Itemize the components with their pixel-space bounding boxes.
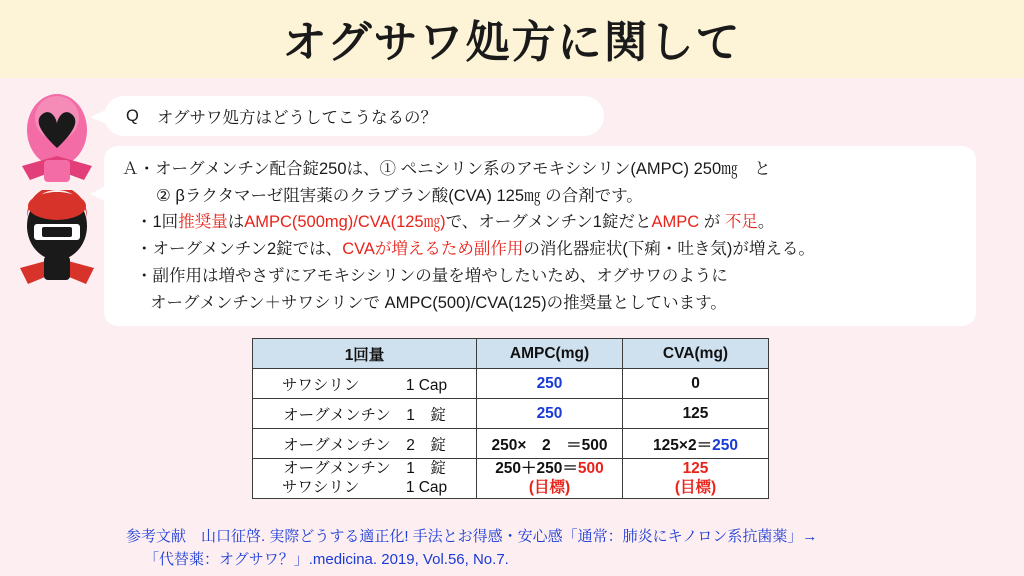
row-cva: 125 — [623, 399, 769, 429]
answer-line-3-red4: 不足 — [724, 213, 758, 232]
answer-line-3 — [122, 209, 962, 236]
row-ampc-pre: 250＋250＝ — [495, 460, 578, 477]
table-header-dose: 1回量 — [253, 339, 477, 369]
row-drug-line1: オーグメンチン 1 錠 — [283, 460, 446, 477]
reference-line-2: 「代替薬：オグサワ？」.medicina. 2019, Vol.56, No.7. — [144, 550, 509, 568]
answer-line-1: Ａ・オーグメンチン配合錠250は、① ペニシリン系のアモキシシリン(AMPC) 250㎎ と — [122, 160, 771, 178]
black-mascot-icon — [14, 190, 100, 290]
answer-line-4 — [122, 236, 962, 263]
row-cva-pre: 125×2＝ — [653, 436, 713, 454]
page-title: オグサワ処方に関して — [282, 18, 742, 67]
question-text: オグサワ処方はどうしてこうなるの？ — [156, 109, 438, 127]
row-cva-em: 250 — [712, 436, 738, 454]
answer-line-3-c: で、オーグメンチン1錠だと — [445, 213, 652, 232]
answer-line-4-red: CVAが増えるため副作用 — [342, 240, 524, 259]
answer-line-3-a: ・1回 — [136, 213, 179, 232]
answer-line-3-red1: 推奨量 — [178, 213, 228, 232]
row-cva-em: 125 — [682, 460, 709, 477]
row-drug: オーグメンチン 1 錠 — [253, 399, 477, 429]
answer-line-4-a: ・オーグメンチン2錠では、 — [136, 240, 343, 259]
table-header-ampc: AMPC(mg) — [477, 339, 623, 369]
row-ampc-calc — [477, 459, 622, 478]
table-row — [253, 459, 769, 499]
row-ampc — [477, 429, 623, 459]
table-row — [253, 399, 769, 429]
table-header-cva: CVA(mg) — [623, 339, 769, 369]
answer-line-3-e: 。 — [757, 213, 775, 232]
table-header-row — [253, 339, 769, 369]
answer-line-3-b: は — [227, 213, 245, 232]
row-ampc — [477, 459, 623, 499]
row-ampc: 250 — [477, 369, 623, 399]
row-drug: オーグメンチン 2 錠 — [253, 429, 477, 459]
row-ampc: 250 — [477, 399, 623, 429]
answer-line-4-b: の消化器症状(下痢・吐き気)が増える。 — [523, 240, 815, 259]
row-cva — [623, 429, 769, 459]
question-marker: Q — [126, 106, 139, 125]
question-bubble — [104, 96, 604, 136]
row-drug: サワシリン 1 Cap — [253, 369, 477, 399]
row-drug-line2: サワシリン 1 Cap — [281, 479, 448, 497]
answer-line-2: ② βラクタマーゼ阻害薬のクラブラン酸(CVA) 125㎎ の合剤です。 — [156, 186, 643, 205]
row-ampc-em: 500 — [581, 436, 608, 454]
row-cva — [623, 459, 769, 499]
row-ampc-em: 500 — [577, 460, 604, 477]
pink-mascot-icon — [14, 90, 100, 186]
reference-block — [126, 526, 1006, 571]
row-ampc-pre: 250× 2 ＝ — [491, 436, 582, 454]
slide-body — [0, 78, 1024, 576]
answer-line-5: ・副作用は増やさずにアモキシシリンの量を増やしたいため、オグサワのように — [136, 266, 728, 285]
dose-table — [252, 338, 769, 499]
reference-line-1: 参考文献 山口征啓. 実際どうする適正化! 手法とお得感・安心感「通常：肺炎にキノロン系抗菌薬」→ — [126, 528, 818, 545]
answer-line-6: オーグメンチン＋サワシリンで AMPC(500)/CVA(125)の推奨量としています。 — [150, 293, 727, 312]
table-row — [253, 429, 769, 459]
row-cva-note: (目標) — [674, 479, 717, 497]
row-drug — [253, 459, 477, 499]
answer-line-3-red2: AMPC(500mg)/CVA(125㎎) — [244, 213, 446, 232]
answer-line-3-d: が — [699, 213, 725, 232]
answer-bubble — [104, 146, 976, 326]
table-row — [253, 369, 769, 399]
answer-line-3-red3: AMPC — [651, 213, 700, 232]
row-ampc-note: (目標) — [528, 479, 571, 497]
row-cva: 0 — [623, 369, 769, 399]
